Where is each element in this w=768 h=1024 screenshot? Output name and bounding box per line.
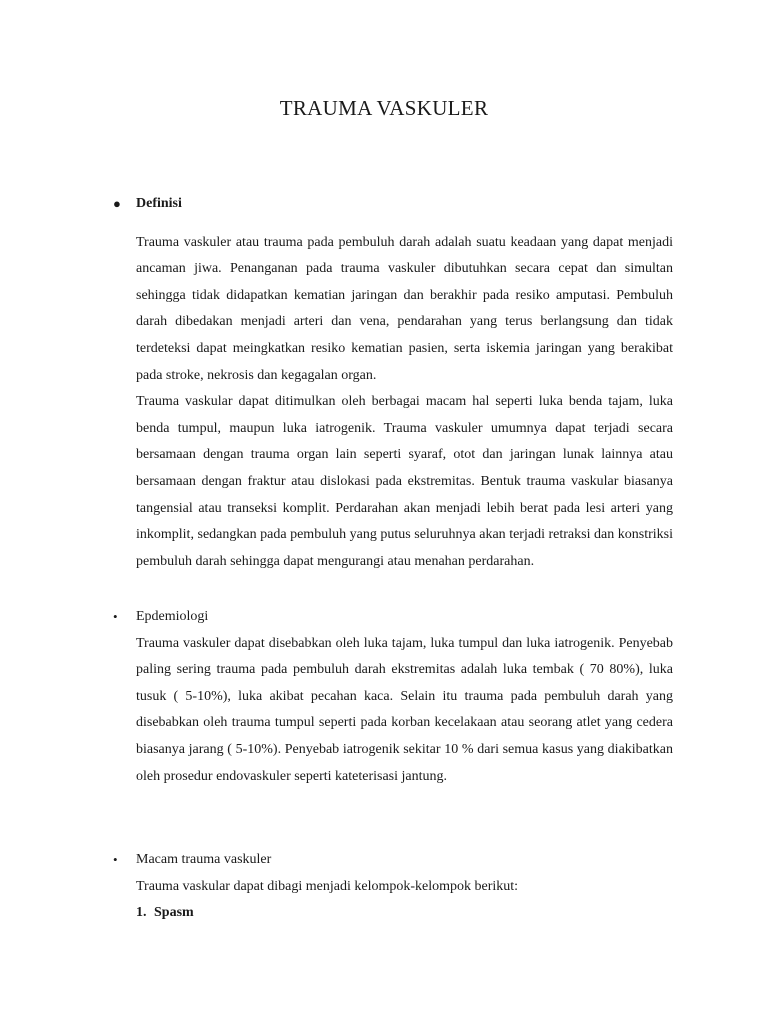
bullet-icon: • xyxy=(113,852,118,867)
section-epidemiologi xyxy=(113,604,673,790)
bullet-icon: • xyxy=(113,609,118,624)
paragraph: Trauma vaskuler dapat disebabkan oleh luka tajam, luka tumpul dan luka iatrogenik. Penyebab paling sering trauma pada pembuluh darah ekstremitas adalah luka tembak ( 70 80%), luka tusuk ( 5-10%), luka akibat pecahan kaca. Selain itu trauma pada pembuluh darah yang disebabkan oleh trauma tumpul seperti pada korban kecelakaan atau seorang atlet yang cedera biasanya jarang ( 5-10%). Penyebab iatrogenik sekitar 10 % dari semua kasus yang diakibatkan oleh prosedur endovaskuler seperti kateterisasi jantung. xyxy=(136,635,673,784)
section-heading: Epdemiologi xyxy=(136,609,209,624)
paragraph: Trauma vaskuler atau trauma pada pembuluh darah adalah suatu keadaan yang dapat menjadi ancaman jiwa. Penanganan pada trauma vaskuler dibutuhkan secara cepat dan simultan sehingga tidak didapatkan kematian jaringan dan berakhir pada resiko amputasi. Pembuluh darah dibedakan menjadi arteri dan vena, pendarahan yang terus berlangsung dan tidak terdeteksi dapat meingkatkan resiko kematian pasien, serta iskemia jaringan yang berakibat pada stroke, nekrosis dan kegagalan organ. xyxy=(136,234,673,383)
item-label: Spasm xyxy=(154,905,194,921)
document-title: TRAUMA VASKULER xyxy=(279,96,489,120)
bullet-icon: ● xyxy=(113,196,121,211)
numbered-item xyxy=(136,900,673,927)
item-number: 1. xyxy=(136,905,147,921)
section-heading: Definisi xyxy=(136,196,182,211)
paragraph: Trauma vaskular dapat dibagi menjadi kelompok-kelompok berikut: xyxy=(136,878,519,894)
section-definisi xyxy=(113,191,673,575)
section-macam-trauma xyxy=(113,847,673,927)
section-heading: Macam trauma vaskuler xyxy=(136,852,272,867)
paragraph: Trauma vaskular dapat ditimulkan oleh berbagai macam hal seperti luka benda tajam, luka benda tumpul, maupun luka iatrogenik. Trauma vaskuler umumnya dapat terjadi secara bersamaan dengan trauma organ lain seperti syaraf, otot dan jaringan lunak lainnya atau bersamaan dengan fraktur atau dislokasi pada ekstremitas. Bentuk trauma vaskular biasanya tangensial atau transeksi komplit. Perdarahan akan menjadi lebih berat pada lesi arteri yang inkomplit, sedangkan pada pembuluh yang putus seluruhnya akan terjadi retraksi dan konstriksi pembuluh darah sehingga dapat mengurangi atau menahan perdarahan. xyxy=(136,394,673,569)
